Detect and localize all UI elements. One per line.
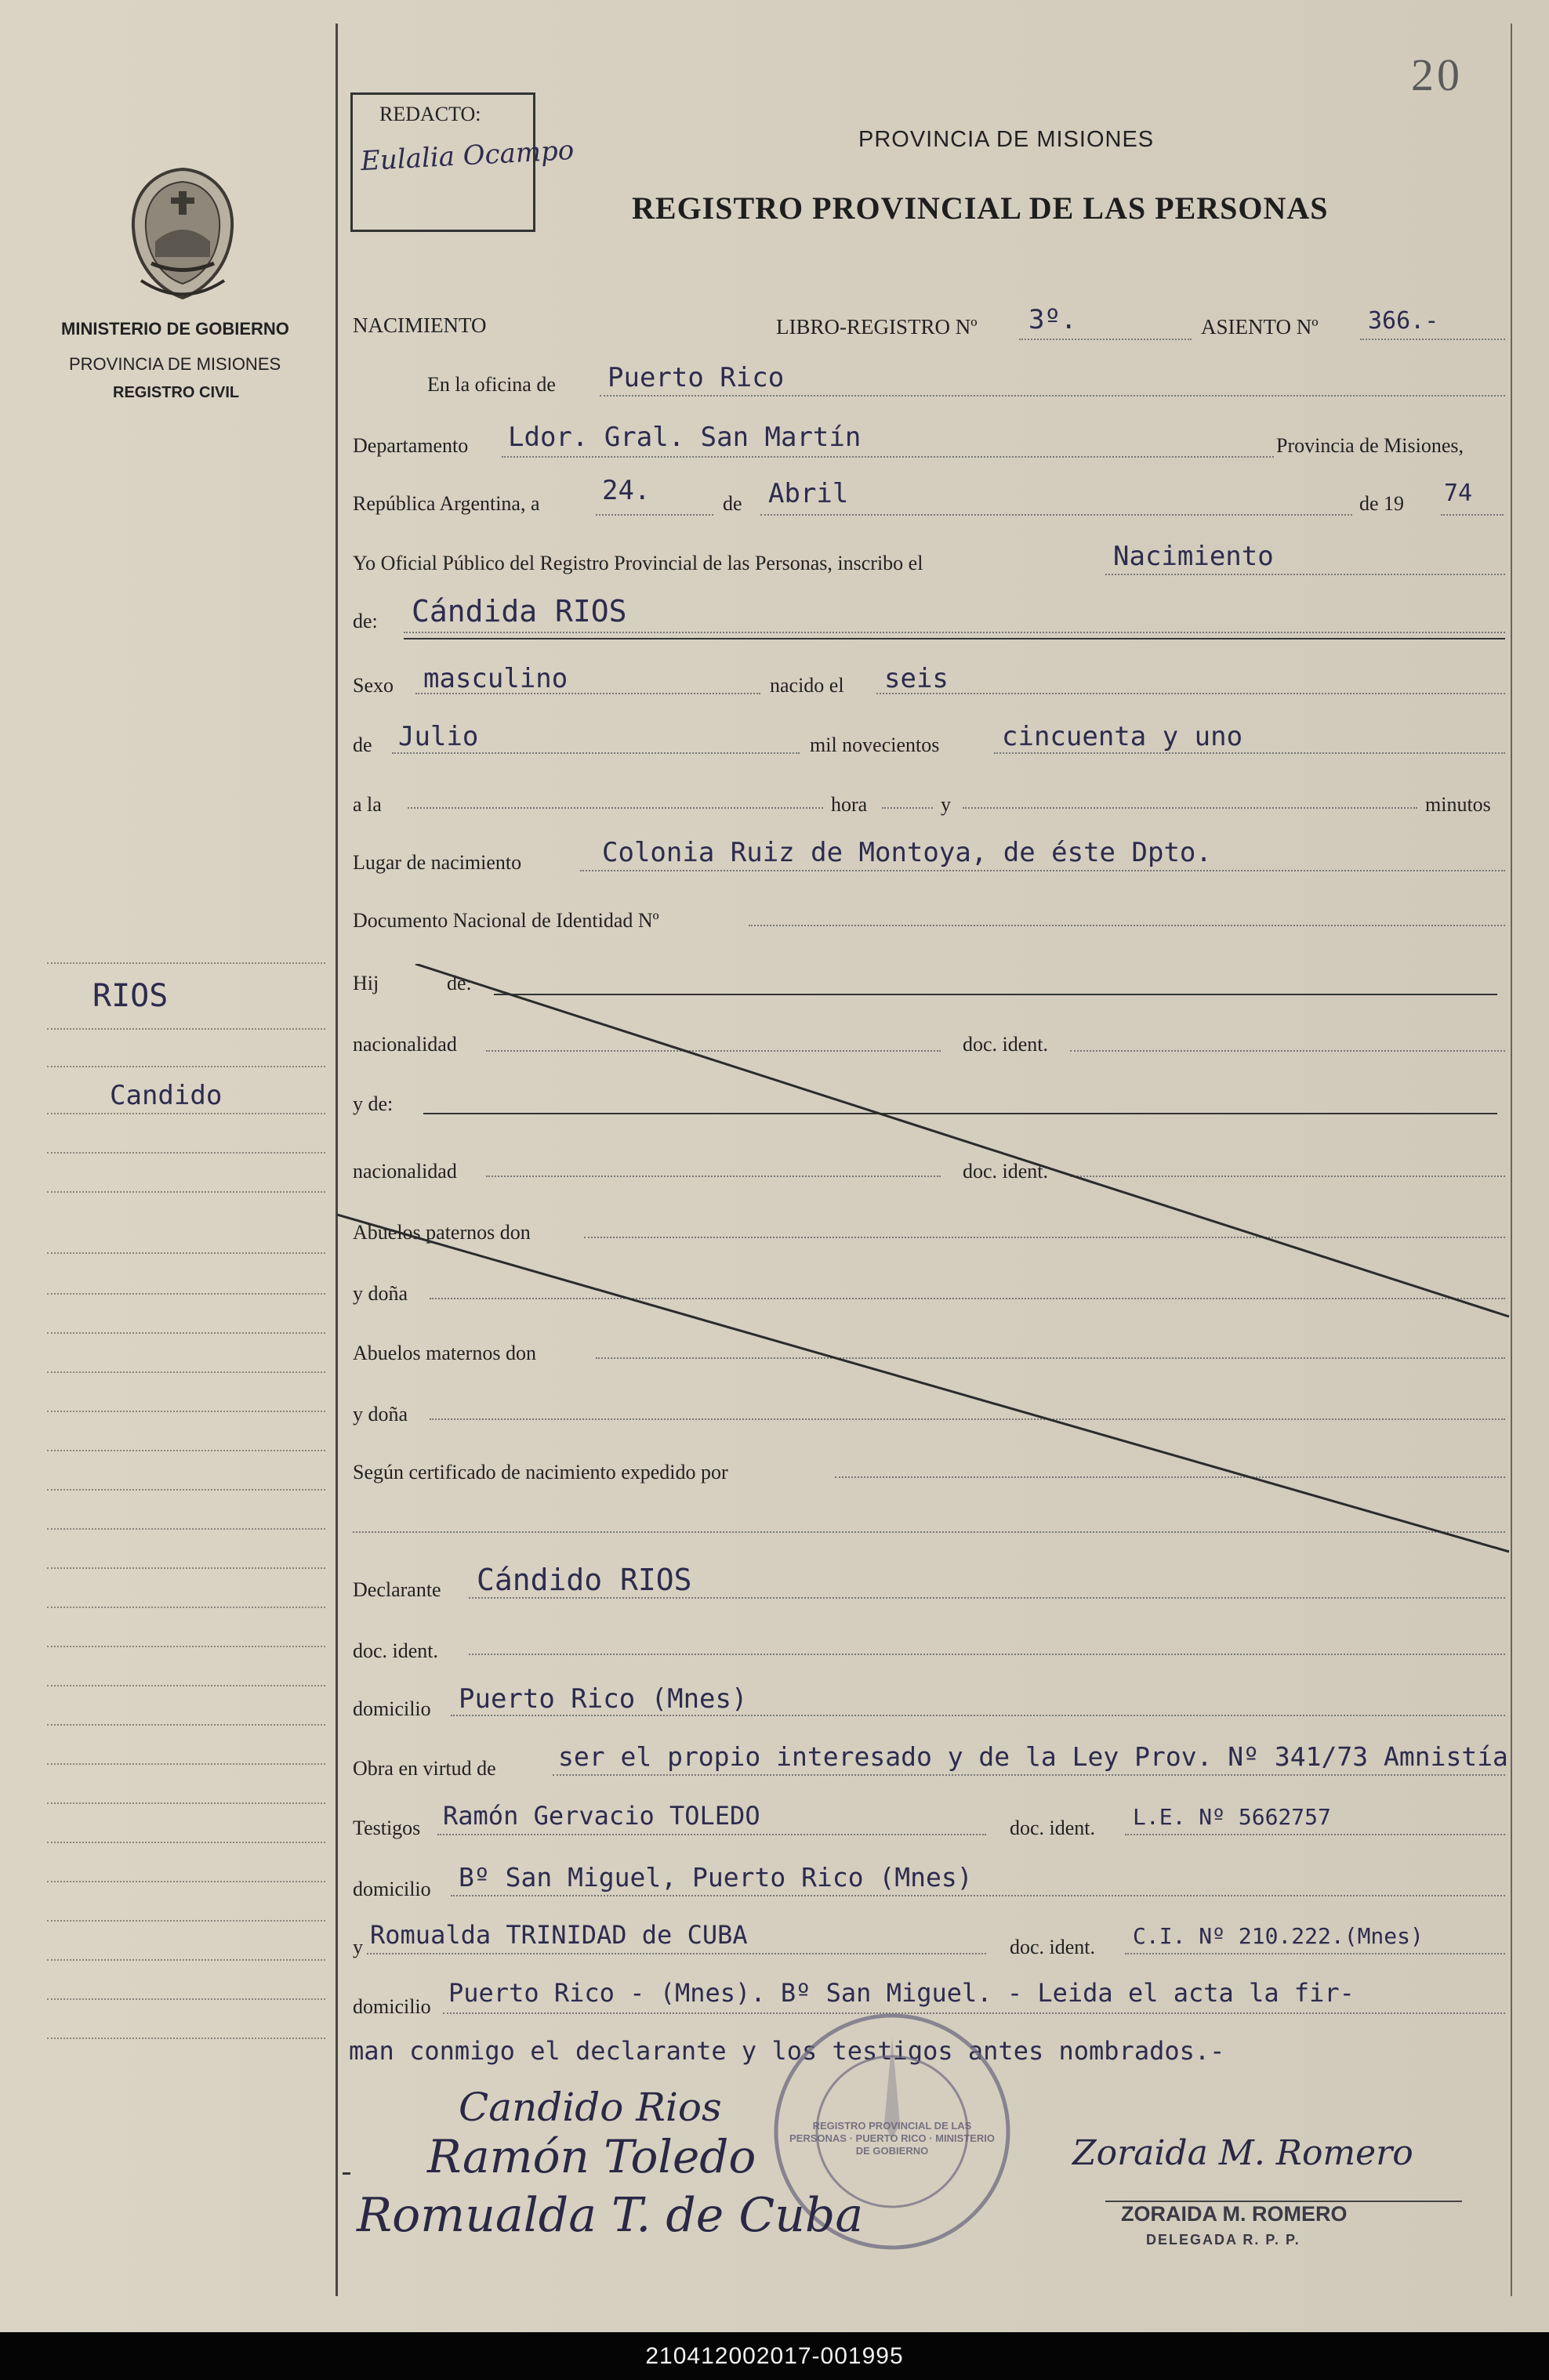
sexo-field-line <box>415 693 760 694</box>
nacido-field-line <box>876 693 1505 694</box>
margin-line <box>47 1113 325 1114</box>
obra-field-line <box>553 1774 1505 1776</box>
day-value: 24. <box>602 475 651 506</box>
testigo2-doc-field-line <box>1125 1953 1505 1954</box>
margin-surname: RIOS <box>93 978 169 1014</box>
margin-line <box>47 1567 325 1569</box>
birth-month-field-line <box>392 752 800 754</box>
birth-year-value: cincuenta y uno <box>1002 721 1243 752</box>
yo-oficial-label: Yo Oficial Público del Registro Provincial de las Personas, inscribo el <box>353 552 923 574</box>
oficina-field-line <box>600 395 1505 397</box>
signature-witness-2: Romualda T. de Cuba <box>357 2188 864 2243</box>
month-value: Abril <box>768 478 849 509</box>
margin-line <box>47 1959 325 1961</box>
hora-dots <box>882 807 933 809</box>
obra-label: Obra en virtud de <box>353 1757 496 1780</box>
margin-line <box>47 1371 325 1373</box>
margin-line <box>47 1763 325 1765</box>
testigo1-name: Ramón Gervacio TOLEDO <box>443 1801 760 1831</box>
nacimiento-label: NACIMIENTO <box>353 313 487 337</box>
closing-line: man conmigo el declarante y los testigos antes nombrados.- <box>349 2036 1225 2066</box>
margin-line <box>47 1489 325 1491</box>
minute-field-line <box>963 807 1417 809</box>
mil-label: mil novecientos <box>810 734 940 756</box>
civil-registry-label: REGISTRO CIVIL <box>113 384 240 401</box>
day-field-line <box>596 514 713 516</box>
y-dona-label-2: y doña <box>353 1403 408 1425</box>
margin-line <box>47 1685 325 1686</box>
registry-title: REGISTRO PROVINCIAL DE LAS PERSONAS <box>632 190 1329 226</box>
month-field-line <box>760 514 1352 516</box>
sexo-label: Sexo <box>353 674 394 697</box>
y-label: y <box>941 793 951 816</box>
y-de-label: y de: <box>353 1092 394 1115</box>
margin-line <box>47 1920 325 1922</box>
small-mark <box>343 2172 350 2175</box>
left-province-label: PROVINCIA DE MISIONES <box>69 354 281 374</box>
year-label: de 19 <box>1359 492 1405 515</box>
margin-line <box>47 1293 325 1295</box>
nacionalidad-label: nacionalidad <box>353 1033 457 1056</box>
hij-de-label: de: <box>447 972 472 994</box>
testigo1-doc-field-line <box>1125 1834 1505 1835</box>
lugar-value: Colonia Ruiz de Montoya, de éste Dpto. <box>602 837 1212 868</box>
de-name-label: de: <box>353 610 378 632</box>
cancel-strike-lines <box>337 964 1513 1559</box>
margin-line <box>47 1252 325 1254</box>
testigos-label: Testigos <box>353 1817 421 1839</box>
margin-line <box>47 1724 325 1726</box>
province-heading: PROVINCIA DE MISIONES <box>858 127 1155 152</box>
name-field-line <box>404 632 1505 633</box>
page-number: 20 <box>1411 49 1463 100</box>
redacto-signature: Eulalia Ocampo <box>360 134 575 178</box>
margin-line <box>47 1332 325 1334</box>
doc-ident-field-line-3 <box>469 1654 1505 1655</box>
testigo2-name: Romualda TRINIDAD de CUBA <box>370 1920 748 1950</box>
testigo2-field-line <box>367 1953 986 1954</box>
libro-value: 3º. <box>1028 304 1077 335</box>
coat-of-arms-icon <box>124 163 241 304</box>
nacido-label: nacido el <box>770 674 844 697</box>
y-dona-label: y doña <box>353 1282 408 1305</box>
obra-value: ser el propio interesado y de la Ley Prov. Nº 341/73 Amnistía <box>558 1741 1508 1772</box>
testigo1-doc: L.E. Nº 5662757 <box>1133 1804 1331 1830</box>
libro-label: LIBRO-REGISTRO Nº <box>776 315 978 339</box>
abuelos-maternos-label: Abuelos maternos don <box>353 1342 536 1364</box>
domicilio-label-3: domicilio <box>353 1995 431 2018</box>
domicilio-field-line <box>451 1715 1505 1716</box>
nacido-value: seis <box>884 663 949 694</box>
provincia-label: Provincia de Misiones, <box>1276 434 1464 457</box>
asiento-value: 366.- <box>1368 307 1439 335</box>
de-month-label: de <box>353 734 372 756</box>
libro-field-line <box>1019 339 1192 340</box>
inscribo-field-line <box>1105 574 1505 575</box>
sexo-value: masculino <box>423 663 568 694</box>
official-stamp-name: ZORAIDA M. ROMERO <box>1121 2202 1348 2226</box>
redacto-box <box>350 92 575 232</box>
abuelos-paternos-label: Abuelos paternos don <box>353 1221 531 1244</box>
margin-line <box>47 1152 325 1154</box>
oficina-label: En la oficina de <box>427 373 556 396</box>
birth-month-value: Julio <box>398 721 479 752</box>
redacto-label: REDACTO: <box>379 103 481 125</box>
nacionalidad-label-2: nacionalidad <box>353 1160 457 1183</box>
asiento-field-line <box>1360 339 1505 340</box>
margin-line <box>47 1191 325 1193</box>
testigo1-domicilio-field-line <box>451 1895 1505 1896</box>
dni-label: Documento Nacional de Identidad Nº <box>353 909 659 932</box>
year-value: 74 <box>1444 480 1473 507</box>
margin-line <box>47 1646 325 1647</box>
departamento-field-line <box>502 456 1274 458</box>
lugar-label: Lugar de nacimiento <box>353 851 522 874</box>
doc-ident-label: doc. ident. <box>963 1033 1049 1056</box>
margin-line <box>47 1881 325 1882</box>
departamento-value: Ldor. Gral. San Martín <box>508 422 862 453</box>
signature-declarante: Candido Rios <box>459 2085 722 2130</box>
doc-ident-label-5: doc. ident. <box>1010 1936 1096 1958</box>
de-label: de <box>723 492 742 515</box>
testigo1-domicilio: Bº San Miguel, Puerto Rico (Mnes) <box>459 1862 973 1893</box>
image-id-footer: 210412002017-001995 <box>0 2332 1549 2380</box>
testigo2-doc: C.I. Nº 210.222.(Mnes) <box>1133 1923 1424 1949</box>
doc-ident-label-4: doc. ident. <box>1010 1817 1096 1839</box>
year-field-line <box>1441 514 1504 516</box>
republica-label: República Argentina, a <box>353 492 540 515</box>
departamento-label: Departamento <box>353 434 469 457</box>
oficina-value: Puerto Rico <box>608 362 785 393</box>
margin-line <box>47 1411 325 1412</box>
asiento-label: ASIENTO Nº <box>1201 315 1319 339</box>
round-stamp-text: REGISTRO PROVINCIAL DE LAS PERSONAS · PUERTO RICO · MINISTERIO DE GOBIERNO <box>789 2120 995 2157</box>
dni-field-line <box>749 925 1505 926</box>
margin-line <box>47 1802 325 1804</box>
margin-line <box>47 1450 325 1451</box>
y-testigo-label: y <box>353 1936 363 1958</box>
minutos-label: minutos <box>1425 793 1491 816</box>
domicilio-value: Puerto Rico (Mnes) <box>459 1683 748 1715</box>
hora-label: hora <box>831 793 868 816</box>
birth-year-field-line <box>994 752 1505 754</box>
margin-line <box>47 1066 325 1067</box>
doc-ident-label-3: doc. ident. <box>353 1639 439 1662</box>
testigo2-domicilio: Puerto Rico - (Mnes). Bº San Miguel. - Leida el acta la fir- <box>448 1978 1355 2008</box>
segun-label: Según certificado de nacimiento expedido por <box>353 1461 728 1483</box>
domicilio-label-2: domicilio <box>353 1878 431 1900</box>
declarante-field-line <box>469 1597 1505 1599</box>
signature-official: Zoraida M. Romero <box>1072 2133 1413 2173</box>
registered-name: Cándida RIOS <box>412 594 627 629</box>
lugar-field-line <box>580 870 1505 871</box>
margin-line <box>47 1998 325 2000</box>
margin-line <box>47 1842 325 1843</box>
inscribo-value: Nacimiento <box>1113 541 1274 572</box>
hour-field-line <box>408 807 823 809</box>
margin-line <box>47 1607 325 1608</box>
signature-witness-1: Ramón Toledo <box>427 2130 756 2183</box>
margin-line <box>47 962 325 964</box>
ministry-label: MINISTERIO DE GOBIERNO <box>61 319 289 339</box>
official-stamp-title: DELEGADA R. P. P. <box>1146 2232 1301 2248</box>
declarante-label: Declarante <box>353 1578 441 1601</box>
declarante-value: Cándido RIOS <box>477 1563 692 1597</box>
domicilio-label: domicilio <box>353 1697 431 1720</box>
a-la-label: a la <box>353 793 382 816</box>
margin-given-name: Candido <box>110 1080 223 1111</box>
name-underline <box>404 638 1505 639</box>
margin-line <box>47 1528 325 1530</box>
doc-ident-label-2: doc. ident. <box>963 1160 1049 1183</box>
testigo1-field-line <box>437 1834 986 1835</box>
margin-line <box>47 1028 325 1030</box>
margin-line <box>47 2038 325 2039</box>
hij-label: Hij <box>353 972 379 994</box>
